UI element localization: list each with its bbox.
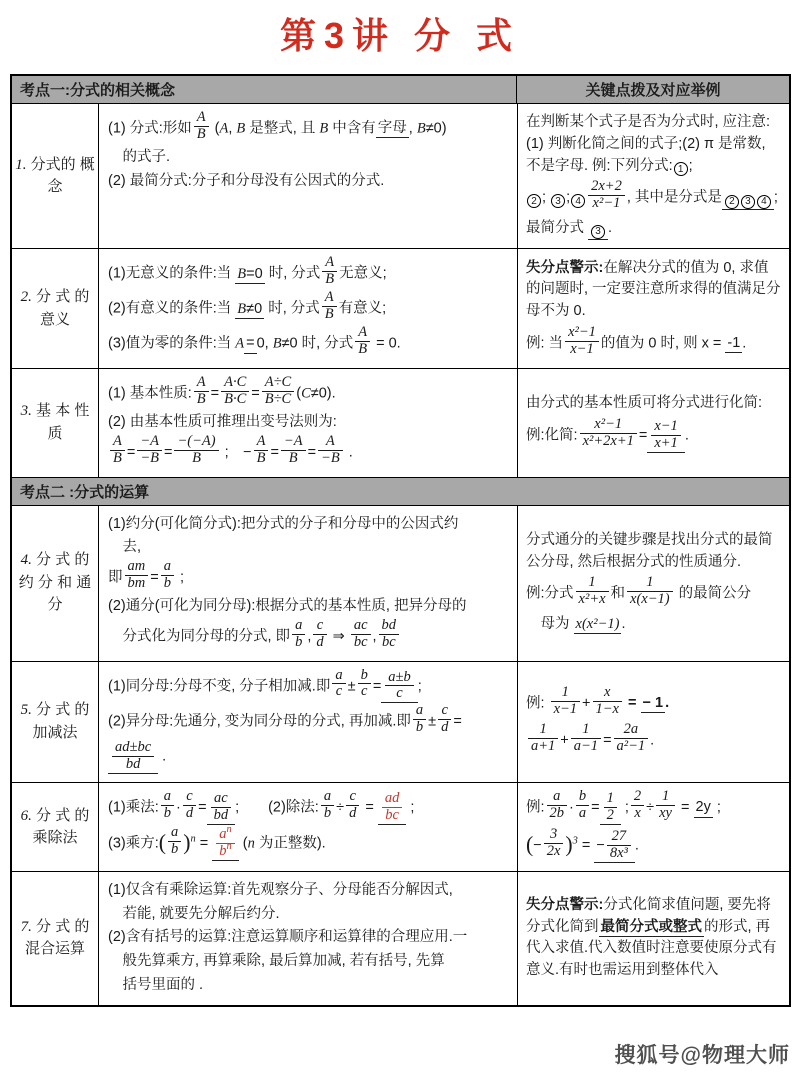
text-line: (3)值为零的条件:当 A = 0, B≠0 时, 分式 $\frac{A}{B}$ = 0. — [108, 324, 401, 358]
text-span: a — [171, 824, 179, 840]
row-example — [517, 872, 789, 1005]
text-span: B — [192, 449, 201, 466]
text-line: 分式化为同分母的分式, 即 $\frac{a}{b}$ , $\frac{c}{d}$ ⇒ $\frac{ac}{bc}$ , $\frac{bd}{bc}$ — [108, 620, 511, 653]
fraction — [413, 703, 426, 736]
fraction — [332, 668, 345, 701]
fraction — [438, 703, 451, 736]
text-line: 失分点警示:在解决分式的值为 0, 求值的问题时, 一定要注意所求得的值满足分母不为 0. — [526, 259, 781, 320]
circled-number: 3 — [591, 225, 605, 239]
fraction — [161, 559, 174, 592]
fraction: $\frac{27}{\text{8x³}}$ — [607, 829, 631, 862]
fraction: $\frac{\text{x²−1}}{\text{x²+2x+1}}$ — [580, 417, 637, 450]
section-header — [12, 477, 789, 505]
text-span: B — [358, 341, 368, 358]
section-header-left: 考点一:分式的相关概念 — [20, 82, 175, 99]
text-span — [108, 740, 158, 774]
text-span: 最简分式或整式 — [599, 918, 705, 937]
text-line: 7. 分 式 的 混合运算 — [20, 917, 90, 958]
text-span: 2. — [20, 289, 32, 306]
text-line: (2) 最简分式:分子和分母没有公因式的分式. — [108, 172, 385, 189]
fraction: $\frac{1}{\text{x²+x}}$ — [576, 575, 609, 608]
text-span: B — [325, 271, 335, 288]
text-line: (2)通分(可化为同分母):根据分式的基本性质, 把异分母的 — [108, 597, 467, 614]
text-line: 2 ; 3 ; 4 $\frac{2x+2}{\text{x²−1}}$ , 其中是分式是 2 3 4 ; — [526, 181, 781, 214]
text-span: A — [219, 120, 229, 137]
text-span: ( — [526, 832, 534, 857]
fraction — [358, 668, 371, 701]
row-example — [517, 104, 789, 248]
text-span: B — [237, 265, 247, 282]
row-label — [12, 872, 98, 1005]
fraction: $\frac{-(-A)}{B}$ — [174, 434, 218, 467]
text-span: ) — [183, 830, 191, 855]
text-line: 失分点警示:分式化简求值问题, 要先将分式化简到 最简分式或整式 的形式, 再代入求值.代入数值时注意要使原分式有意义.有时也需运用到整体代入 — [526, 896, 777, 978]
fraction: $\frac{-A}{-B}$ — [137, 434, 162, 467]
row-label — [12, 104, 98, 248]
text-line: (1) 分式:形如 $\frac{A}{B}$ (A, B 是整式, 且 B 中含有 字母 , B≠0) — [108, 109, 447, 142]
text-span: B — [288, 449, 298, 466]
text-line: 分式通分的关键步骤是找出分式的最简公分母, 然后根据分式的性质通分. — [526, 531, 773, 570]
text-line: 般先算乘方, 再算乘除, 最后算加减, 若有括号, 先算 — [108, 953, 445, 970]
text-span — [599, 919, 705, 935]
text-span: x(x²−1) — [575, 616, 620, 633]
text-line: 即 $\frac{am}{bm}$ = $\frac{a}{b}$ ; — [108, 558, 185, 591]
text-span: A — [196, 374, 206, 390]
text-span — [212, 824, 238, 861]
text-span: d — [349, 805, 357, 822]
fraction: $\frac{x-1}{x+1}$ — [651, 419, 680, 452]
fraction: $\frac{2}{x}$ — [631, 789, 644, 822]
watermark: 搜狐号@物理大师 — [614, 1044, 790, 1067]
text-line: $\frac{1}{a+1}$ + $\frac{1}{a-1}$ = $\frac{2a}{\text{a²−1}}$ . — [526, 724, 781, 757]
text-line: 的式子. — [108, 148, 171, 165]
text-span: C — [301, 385, 311, 402]
text-span — [600, 791, 621, 825]
text-line: 5. 分 式 的 加减法 — [20, 701, 90, 741]
fraction: $\frac{a}{2b}$ — [547, 789, 568, 822]
text-span: b — [360, 666, 368, 683]
text-span: B — [324, 306, 334, 323]
fraction — [322, 290, 337, 323]
text-span: 1. — [15, 156, 27, 173]
text-line: 例: $\frac{1}{x-1}$ + $\frac{x}{1-x}$ = − 1 . — [526, 683, 670, 717]
text-span: = — [244, 334, 256, 353]
text-line: (2)有意义的条件:当 B≠0 时, 分式 $\frac{A}{B}$ 有意义; — [108, 289, 387, 323]
fraction — [292, 618, 305, 651]
text-span: B — [237, 300, 247, 317]
circled-number: 2 — [527, 194, 541, 208]
circled-number: 2 — [725, 195, 739, 209]
text-span: c — [396, 685, 403, 702]
text-span: 7. — [20, 918, 32, 935]
fraction: $\frac{2x+2}{\text{x²−1}}$ — [588, 179, 625, 212]
fraction: $\frac{-A}{B}$ — [281, 434, 306, 467]
fraction — [110, 434, 125, 467]
fraction — [216, 824, 234, 860]
text-span: 字母 — [376, 119, 409, 138]
fraction: $\frac{am}{bm}$ — [125, 559, 149, 592]
text-line: (2) 由基本性质可推理出变号法则为: — [108, 413, 337, 430]
text-span: d — [441, 719, 449, 736]
text-span: b — [219, 842, 227, 859]
fraction: $\frac{ad}{bc}$ — [382, 791, 403, 824]
text-line: (1)约分(可化简分式):把分式的分子和分母中的公因式约 — [108, 515, 459, 532]
fraction: $\frac{ac}{bd}$ — [211, 791, 232, 824]
fraction — [183, 789, 196, 822]
text-span: -1 — [725, 334, 742, 353]
text-line: 6. 分 式 的 乘除法 — [20, 806, 90, 846]
text-span: B — [319, 120, 329, 137]
fraction — [254, 434, 269, 467]
text-line: $\frac{A}{B}$ = $\frac{-A}{-B}$ = $\frac{-(-A)}{B}$ ; − $\frac{A}{B}$ = $\frac{-A}{B}$ = $\frac{A}{-B}$ . — [108, 436, 511, 469]
text-span: − 1 — [641, 694, 666, 713]
section-header-right — [516, 478, 789, 505]
text-span: a — [553, 788, 561, 805]
text-span: 5. — [20, 702, 32, 719]
text-span: b — [295, 633, 303, 650]
fraction: $\frac{1}{x(x-1)}$ — [627, 575, 673, 608]
text-span: ( — [158, 830, 166, 855]
text-line: 例: $\frac{a}{2b}$ · $\frac{b}{a}$ = $\frac{1}{2}$ ; $\frac{2}{x}$ ÷ $\frac{1}{xy}$ = 2y ; — [526, 788, 721, 824]
fraction: $\frac{A\cdot C}{B\cdot C}$ — [221, 375, 249, 408]
text-line: $\frac{ad\pm bc}{bd}$ . — [108, 740, 511, 774]
text-span: x — [634, 805, 641, 822]
page-title: 第3讲 分 式 — [279, 15, 521, 56]
text-span: a — [323, 788, 332, 805]
text-span: B — [196, 125, 206, 142]
fraction — [321, 789, 334, 822]
row-label — [12, 506, 98, 661]
fraction: $\frac{2a}{\text{a²−1}}$ — [614, 722, 649, 755]
text-span: B — [416, 120, 426, 137]
text-line: 3. 基 本 性 质 — [20, 402, 90, 442]
text-span: b — [415, 719, 424, 736]
row-example — [517, 249, 789, 368]
text-span: B — [256, 449, 266, 466]
table-row — [12, 505, 789, 661]
text-span — [378, 790, 407, 824]
table-row — [12, 248, 789, 368]
row-example — [517, 369, 789, 477]
text-span: A — [358, 324, 368, 341]
fraction: $\frac{3}{2x}$ — [544, 827, 564, 860]
section-header-left: 考点二 :分式的运算 — [20, 483, 150, 501]
text-span: A — [325, 432, 335, 449]
text-line: 最简分式 3 . — [526, 218, 781, 240]
text-span: d — [185, 805, 194, 822]
text-line: 若能, 就要先分解后约分. — [108, 905, 280, 922]
text-span: n — [226, 841, 232, 853]
text-span: A — [325, 254, 335, 271]
row-content — [98, 872, 517, 1005]
text-span — [588, 219, 608, 240]
text-span: c — [349, 788, 356, 805]
table-row — [12, 368, 789, 477]
text-span: B≠0 — [235, 300, 264, 319]
fraction: $\frac{1}{2}$ — [604, 791, 617, 824]
row-content — [98, 104, 517, 248]
text-line: (1)仅含有乘除运算:首先观察分子、分母能否分解因式, — [108, 881, 453, 898]
text-span: n — [247, 835, 255, 852]
fraction: $\frac{\text{x²−1}}{x-1}$ — [565, 325, 599, 358]
row-example — [517, 783, 789, 871]
table-row — [12, 782, 789, 871]
text-span: c — [335, 683, 343, 700]
fraction — [313, 618, 326, 651]
text-span — [647, 419, 684, 453]
row-example — [517, 506, 789, 661]
section-header — [12, 76, 789, 103]
row-label — [12, 662, 98, 783]
row-content — [98, 369, 517, 477]
text-span: a — [578, 805, 587, 822]
table-row — [12, 103, 789, 248]
fraction: $\frac{1}{a-1}$ — [571, 722, 601, 755]
text-span: A — [324, 289, 334, 306]
text-span: a — [219, 826, 227, 842]
text-span: b — [171, 840, 179, 857]
fraction: $\frac{A}{-B}$ — [318, 434, 343, 467]
text-span: A — [256, 432, 266, 449]
circled-number: 3 — [551, 194, 565, 208]
fraction — [194, 110, 209, 143]
fraction — [161, 789, 174, 822]
text-line: (− $\frac{3}{2x}$ )$^3$ = − $\frac{27}{\text{8x³}}$ . — [526, 826, 639, 861]
text-span: b — [578, 788, 587, 805]
fraction — [346, 789, 359, 822]
fraction: $\frac{ac}{bc}$ — [351, 618, 371, 651]
row-content — [98, 249, 517, 368]
text-span: − $\frac{27}{\text{8x³}}$ — [594, 829, 635, 863]
fraction: $\frac{A\div C}{B\div C}$ — [262, 375, 295, 408]
text-span: A — [196, 109, 206, 125]
text-line: (2)含有括号的运算:注意运算顺序和运算律的合理应用.一 — [108, 929, 468, 946]
text-span: B — [196, 390, 206, 407]
text-span: b — [163, 805, 171, 822]
text-span: b — [163, 574, 171, 591]
text-span: 3 — [572, 835, 578, 847]
text-span: B — [272, 335, 282, 352]
text-line: 括号里面的 . — [108, 976, 204, 993]
text-line: 1. 分式的 概念 — [15, 155, 95, 196]
text-span: a — [295, 616, 303, 633]
text-span: n — [226, 824, 232, 836]
text-span: a — [335, 666, 343, 683]
row-content — [98, 662, 517, 783]
text-span: a — [415, 702, 424, 719]
text-span: c — [360, 683, 368, 700]
fraction: $\frac{x}{1-x}$ — [593, 685, 622, 718]
row-content — [98, 506, 517, 661]
text-span — [378, 791, 407, 825]
text-span: x — [604, 683, 611, 700]
table-row — [12, 661, 789, 783]
text-span: 失分点警示: — [526, 259, 604, 276]
section-header-right: 关键点拨及对应举例 — [516, 76, 789, 103]
text-line: 2. 分 式 的 意义 — [20, 288, 90, 328]
fraction — [322, 255, 337, 288]
fraction — [194, 375, 209, 408]
text-span — [722, 189, 774, 210]
circled-number: 1 — [674, 162, 688, 176]
fraction: $\frac{1}{xy}$ — [656, 789, 675, 822]
text-line: (1) 基本性质: $\frac{A}{B}$ = $\frac{A\cdot C}{B\cdot C}$ = $\frac{A\div C}{B\div C}$ (C≠0). — [108, 374, 336, 407]
text-span: 6. — [20, 807, 32, 824]
text-span: B — [236, 120, 246, 137]
fraction — [355, 325, 370, 358]
text-span: c — [186, 788, 193, 805]
text-line: (1)同分母:分母不变, 分子相加减.即 $\frac{a}{c}$ ± $\frac{b}{c}$ = $\frac{a\pm b}{c}$ ; — [108, 666, 422, 702]
text-span: 2y — [694, 798, 713, 817]
text-line: 去, — [108, 539, 142, 556]
text-line: 例:化简: $\frac{\text{x²−1}}{\text{x²+2x+1}}$ = $\frac{x-1}{x+1}$ . — [526, 415, 689, 451]
text-span: a — [163, 558, 171, 574]
text-span: c — [441, 702, 448, 719]
text-span: c — [316, 616, 324, 633]
fraction: $\frac{1}{a+1}$ — [528, 722, 558, 755]
fraction: $\frac{a\pm b}{c}$ — [385, 670, 413, 703]
text-span: 4. — [20, 552, 32, 569]
text-line: 母为 x(x²−1) . — [526, 614, 781, 636]
circled-number: 3 — [741, 195, 755, 209]
fraction — [576, 789, 589, 822]
text-line: 由分式的基本性质可将分式进行化简: — [526, 394, 763, 411]
text-span: ) — [565, 832, 573, 857]
row-content — [98, 783, 517, 871]
content-table — [10, 74, 791, 1007]
text-line: (1)无意义的条件:当 B=0 时, 分式 $\frac{A}{B}$ 无意义; — [108, 254, 387, 288]
text-span: A — [113, 432, 122, 449]
row-example — [517, 662, 789, 783]
text-span: 失分点警示: — [526, 896, 604, 913]
text-span: A — [235, 335, 245, 352]
text-line: 例: 当 $\frac{\text{x²−1}}{x-1}$ 的值为 0 时, 则 x = -1 . — [526, 323, 747, 357]
circled-number: 4 — [757, 195, 771, 209]
fraction: $\frac{1}{x-1}$ — [551, 685, 580, 718]
text-span: d — [316, 633, 324, 650]
fraction — [168, 825, 181, 858]
text-span: 3. — [20, 403, 32, 420]
text-span: B=0 — [235, 265, 264, 284]
text-line: (1)乘法: $\frac{a}{b}$ · $\frac{c}{d}$ = $\frac{ac}{bd}$ ; (2)除法: $\frac{a}{b}$ ÷ $\frac{c}{d}$ = $\frac{ad}{bc}$ ; — [108, 788, 415, 824]
row-label — [12, 249, 98, 368]
text-line: 4. 分 式 的 约 分 和 通分 — [18, 551, 92, 614]
table-row — [12, 871, 789, 1005]
text-span: b — [323, 805, 332, 822]
text-span — [212, 824, 238, 859]
text-line: 例:分式 $\frac{1}{\text{x²+x}}$ 和 $\frac{1}{x(x-1)}$ 的最简公分 — [526, 574, 752, 608]
row-label — [12, 783, 98, 871]
text-line: (3)乘方:( $\frac{a}{b}$ )$^n$ = $\frac{a^n}{b^n}$ (n 为正整数). — [108, 824, 326, 859]
text-span — [574, 615, 622, 634]
text-span: n — [190, 833, 196, 845]
text-span: B — [113, 449, 122, 466]
text-line: (2)异分母:先通分, 变为同分母的分式, 再加减.即 $\frac{a}{b}$ ± $\frac{c}{d}$ = — [108, 702, 462, 736]
text-span: a — [163, 788, 171, 805]
text-span — [207, 791, 236, 825]
fraction: $\frac{ad\pm bc}{bd}$ — [112, 740, 154, 773]
circled-number: 4 — [571, 194, 585, 208]
text-span: = − 1 . — [628, 695, 669, 711]
fraction: $\frac{bd}{bc}$ — [379, 618, 400, 651]
text-span — [381, 670, 417, 704]
row-label — [12, 369, 98, 477]
text-line: 在判断某个式子是否为分式时, 应注意:(1) 判断化简之间的式子;(2) π 是常数, 不是字母. 例:下列分式: 1 ; — [526, 114, 771, 175]
